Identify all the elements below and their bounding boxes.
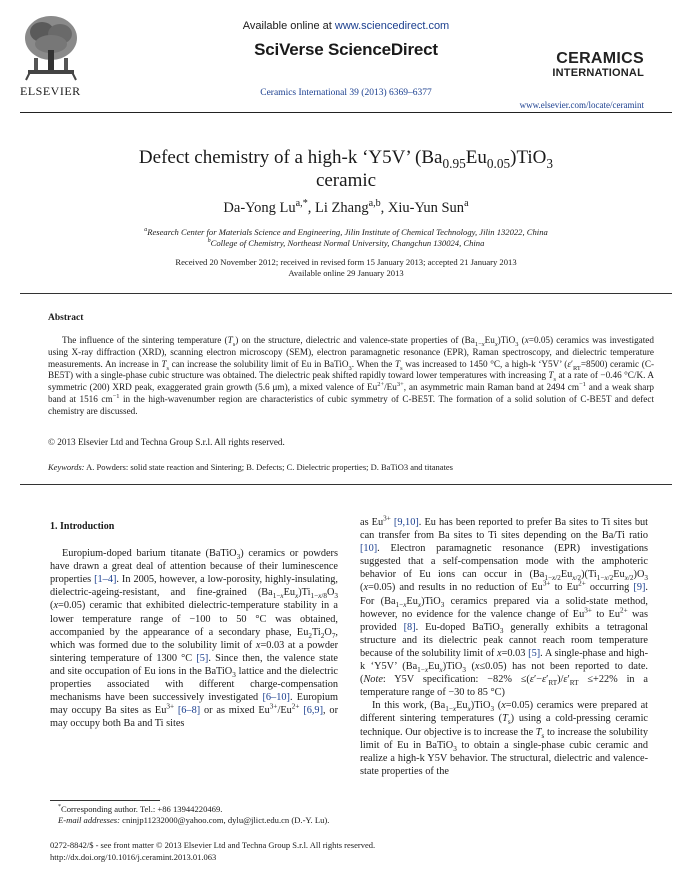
author-name[interactable]: Xiu-Yun Sun: [387, 200, 465, 216]
title-text: )TiO: [510, 147, 547, 168]
citation-link[interactable]: [8]: [403, 621, 416, 633]
abstract-copyright: © 2013 Elsevier Ltd and Techna Group S.r.l. All rights reserved.: [48, 437, 285, 447]
citation-link[interactable]: [6,9]: [303, 705, 324, 717]
citation-link[interactable]: [5]: [196, 652, 209, 664]
received-dates: Received 20 November 2012; received in revised form 15 January 2013; accepted 21 January 2013: [175, 257, 517, 267]
keywords: [48, 462, 654, 472]
title-sub: 3: [546, 155, 554, 171]
email-label: E-mail addresses:: [58, 815, 120, 825]
body-paragraph: as $Eu^{3+}$ [9,10]. Eu has been reported to prefer Ba sites to Ti sites but can transfer from Ba sites to Ti sites depending on the Ba/Ti ratio [10]. Electron paramagnetic resonance (EPR) investigations suggested that a self-compensation mode with the amphoteric behavior of Eu ions can occur in $(Ba_{1-x/2}Eu_{x/2})(Ti_{1-x/2}Eu_{x/2})O_3$ (x=0.05) and results in no reduction of $Eu^{3+}$ to $Eu^{2+}$ occurring [9]. For $(Ba_{1-x}Eu_x)TiO_3$ ceramics prepared via a solid-state method, however, no evidence for the valence change of $Eu^{3+}$ to $Eu^{2+}$ was provided [8]. Eu-doped BaTiO$_3$ generally exhibits a tetragonal structure and its dielectric peak cannot reach room temperature because of the solubility limit of x=0.03 [5]. A single-phase and high-k ‘Y5V’ $(Ba_{1-x}Eu_x)TiO_3$ (x≤0.05) has not been reported to date. (Note: Y5V specification: $-82\% \le(\varepsilon'-\varepsilon'_{RT})/\varepsilon'_{RT} \le+22\%$ in a temperature range of −30 to 85 °C): [360, 514, 649, 699]
author-affil-mark: a,*: [295, 198, 308, 210]
title-text: Defect chemistry of a high-k ‘Y5V’ (Ba: [138, 147, 443, 168]
author-name[interactable]: Da-Yong Lu: [223, 200, 296, 216]
title-text: Eu: [465, 147, 487, 168]
citation-link[interactable]: [6–10]: [262, 692, 290, 704]
title-sub: 0.95: [442, 155, 466, 171]
section-heading: 1. Introduction: [50, 521, 115, 532]
column-left: [50, 520, 338, 730]
title-line2: ceramic: [315, 170, 377, 191]
publisher-name: ELSEVIER: [20, 84, 81, 98]
affil-mark: b: [207, 238, 211, 245]
body-paragraph: In this work, $(Ba_{1-x}Eu_x)TiO_3$ (x=0.05) ceramics were prepared at different sintering temperatures $(T_s)$ using a cold-pressing ceramic technique. Our objective is to increase the $T_s$ to increase the solubility limit of Eu in BaTiO$_3$ to obtain a single-phase cubic ceramic and realize a high-k Y5V behavior. The structural, dielectric and valence-state properties of the: [360, 700, 649, 777]
abstract-heading: Abstract: [48, 313, 84, 323]
journal-logo: [552, 50, 644, 79]
abstract-body: The influence of the sintering temperature $(T_s)$ on the structure, dielectric and valence-state properties of $(Ba_{1-x}Eu_x)TiO_3$ (x=0.05) ceramics was investigated using X-ray diffraction (XRD), scanning electron microscopy (SEM), electron paramagnetic resonance (EPR), Raman spectroscopy, and dielectric temperature measurements. An increase in $T_s$ can increase the solubility limit of Eu in BaTiO$_3$. When the $T_s$ was increased to 1450 °C, a high-k ‘Y5V’ $(\varepsilon'_{RT}=8500)$ ceramic (C-BE5T) with a single-phase cubic structure was obtained. The dielectric peak shifted rapidly toward lower temperatures with increasing $T_s$ at a rate of −0.46 °C/K. A symmetric (200) XRD peak, exaggerated grain growth (5.6 μm), a mixed valence of $Eu^{2+}/Eu^{3+}$, an asymmetric main Raman band at 2494 $cm^{-1}$ and a weak sharp band at 1516 $cm^{-1}$ in the high-wavenumber region are characteristics of cubic symmetry of C-BE5T. The formation of a solid solution of C-BE5T and defect chemistry are discussed.: [48, 335, 655, 416]
journal-name-line2: INTERNATIONAL: [552, 67, 644, 79]
header-divider: [20, 112, 672, 113]
doi-link[interactable]: http://dx.doi.org/10.1016/j.ceramint.2013.01.063: [50, 851, 217, 862]
column-right: [360, 516, 648, 778]
affil-text: Research Center for Materials Science and Engineering, Jilin Institute of Chemical Technology, Jilin 132022, China: [147, 227, 548, 237]
citation-link[interactable]: [5]: [528, 647, 541, 659]
available-prefix: Available online at: [242, 20, 335, 32]
keywords-label: Keywords:: [48, 462, 85, 472]
journal-citation[interactable]: Ceramics International 39 (2013) 6369–6377: [260, 88, 432, 98]
title-sub: 0.05: [486, 155, 511, 171]
online-date: Available online 29 January 2013: [288, 268, 404, 278]
citation-link[interactable]: [9]: [633, 582, 646, 594]
citation-link[interactable]: [9,10]: [393, 517, 419, 528]
keywords-text: A. Powders: solid state reaction and Sintering; B. Defects; C. Dielectric properties; D. BaTiO3 and titanates: [86, 462, 453, 472]
author-name[interactable]: Li Zhang: [315, 200, 369, 216]
abstract-top-divider: [20, 293, 672, 294]
article-title: [40, 146, 652, 192]
footer-copyright: 0272-8842/$ - see front matter © 2013 Elsevier Ltd and Techna Group S.r.l. All rights reserved.: [50, 840, 376, 850]
author-list: Da-Yong $Lu^{a,*}$, Li Zhang$^{a,b}$, Xiu-Yun Sun$^a$: [223, 198, 469, 216]
citation-link[interactable]: [10]: [360, 543, 378, 555]
journal-url[interactable]: www.elsevier.com/locate/ceramint: [519, 100, 644, 110]
body-paragraph: Europium-doped barium titanate (BaTiO$_3$) ceramics or powders have drawn a great deal of attention because of their luminescence properties [1–4]. In 2005, however, a low-porosity, highly-insulating, dielectric-ageing-resistant, and fine-grained $(Ba_{1-x}Eu_x)Ti_{1-x/8}O_3$ (x=0.05) ceramic that exhibited dielectric-temperature stability in a lower temperature range of −100 to 50 °C was obtained, accompanied by the appearance of a secondary phase, $Eu_2Ti_2O_7$, which was formed due to the solubility limit of x=0.03 at a powder sintering temperature of 1300 °C [5]. Since then, the valence state and site occupation of Eu ions in the BaTiO$_3$ lattice and the dielectric properties associated with different charge-compensation mechanisms have been successively investigated [6–10]. Europium may occupy Ba sites as $Eu^{3+}$ [6–8] or as mixed $Eu^{3+}/Eu^{2+}$ [6,9], or may occupy both Ba and Ti sites: [50, 548, 339, 730]
affil-text: College of Chemistry, Northeast Normal University, Changchun 130024, China: [210, 238, 485, 248]
affiliation-b: [0, 238, 692, 248]
platform-name: SciVerse ScienceDirect: [254, 40, 438, 59]
available-online: [0, 20, 692, 32]
citation-link[interactable]: [1–4]: [94, 574, 117, 586]
footnote-divider: [50, 800, 160, 801]
corresponding-author: Corresponding author. Tel.: +86 13944220469.: [61, 804, 223, 814]
citation-link[interactable]: [6–8]: [177, 705, 201, 717]
affiliation-a: [0, 227, 692, 237]
page-footer: [50, 840, 375, 863]
footnote: *Corresponding author. Tel.: +86 13944220469. E-mail addresses: cninjp11232000@yahoo.com, dylu@jlict.edu.cn (D.-Y. Lu).: [58, 804, 330, 825]
affil-mark: a: [144, 227, 148, 234]
abstract-bottom-divider: [20, 484, 672, 485]
author-affil-mark: a: [464, 198, 469, 210]
sciencedirect-link[interactable]: www.sciencedirect.com: [334, 20, 450, 32]
journal-name-line1: CERAMICS: [556, 50, 644, 67]
author-affil-mark: a,b: [368, 198, 381, 210]
email-addresses[interactable]: cninjp11232000@yahoo.com, dylu@jlict.edu.cn (D.-Y. Lu).: [122, 815, 330, 825]
